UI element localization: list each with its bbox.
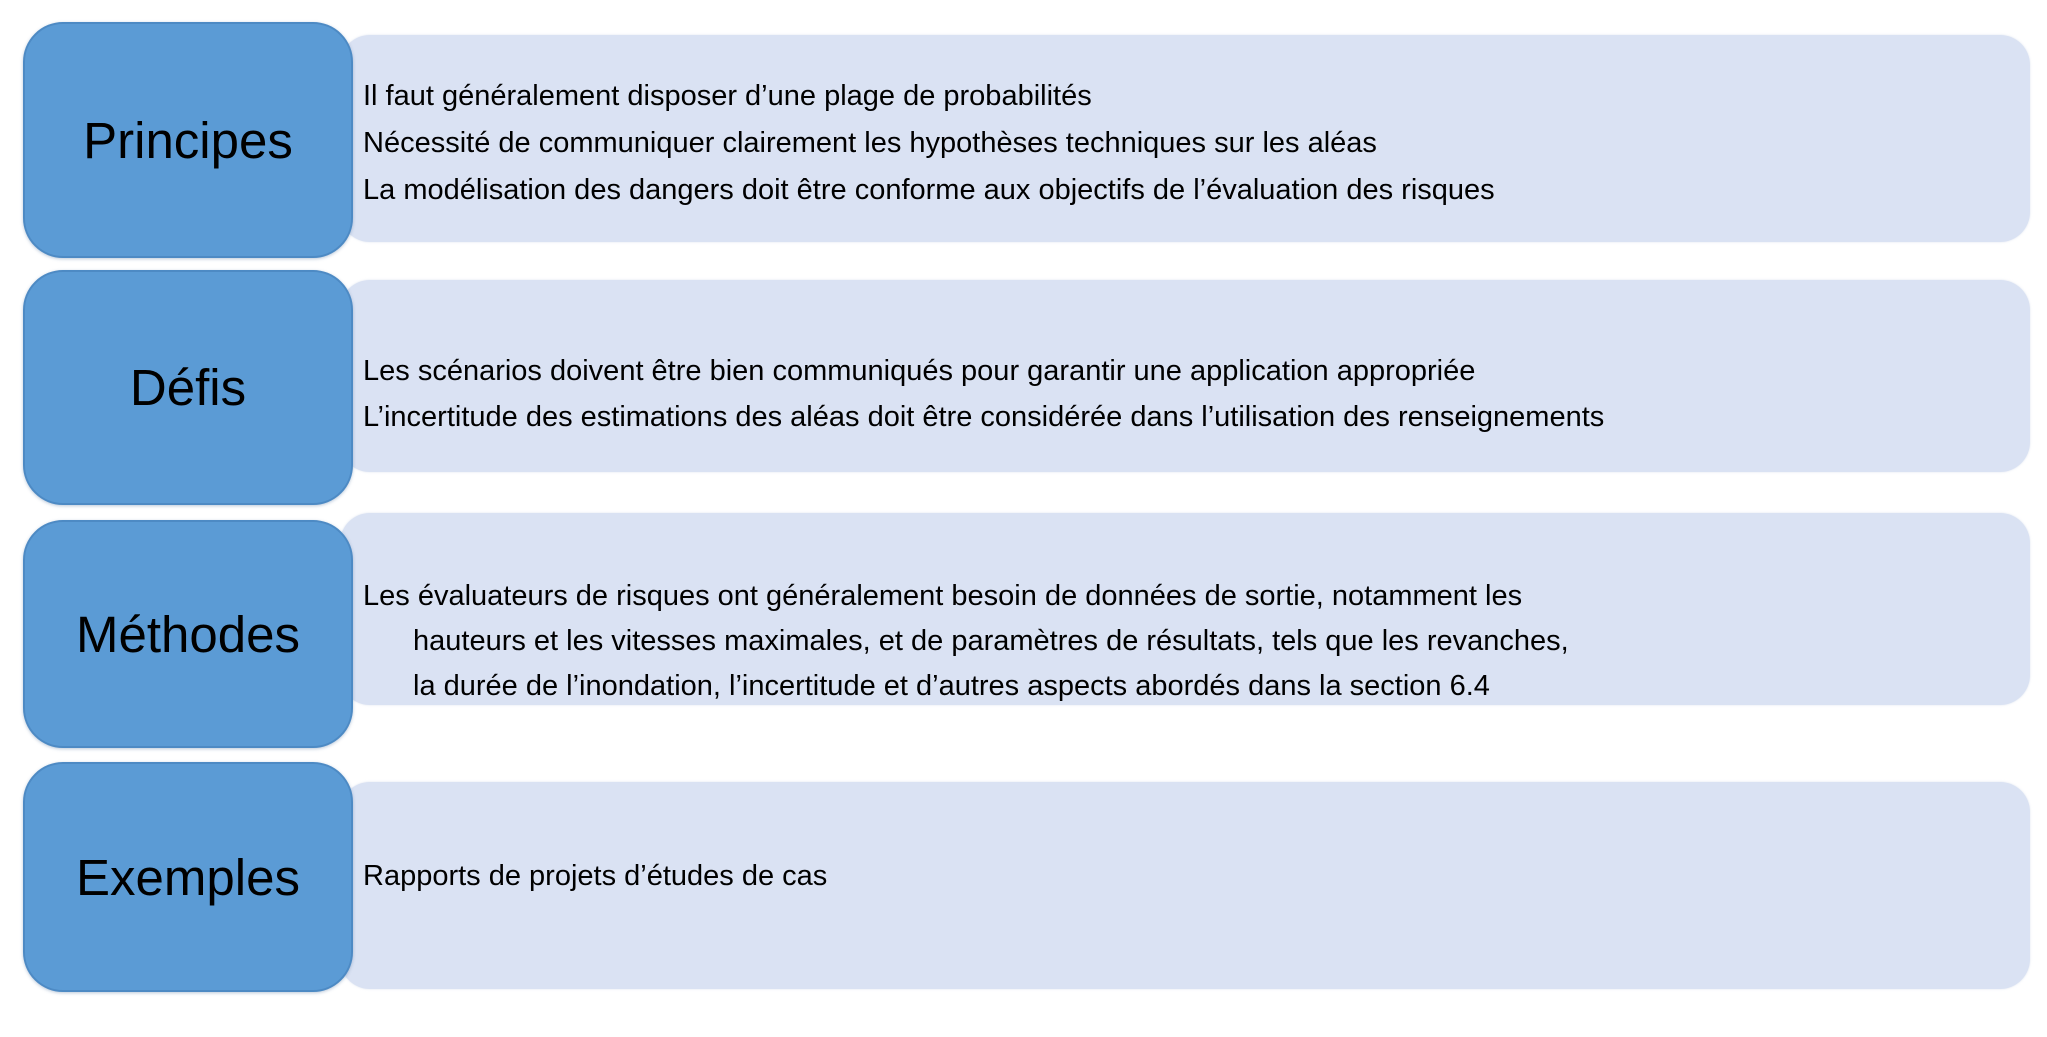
principes-label: Principes bbox=[83, 111, 293, 169]
principes-label-box bbox=[23, 22, 353, 258]
defis-line-1: Les scénarios doivent être bien communiqués pour garantir une application appropriée bbox=[363, 355, 1476, 387]
principes-line-3: La modélisation des dangers doit être conforme aux objectifs de l’évaluation des risques bbox=[363, 174, 1495, 206]
methodes-label: Méthodes bbox=[76, 605, 300, 663]
methodes-line-2: hauteurs et les vitesses maximales, et de paramètres de résultats, tels que les revanches, bbox=[413, 625, 1569, 657]
exemples-label: Exemples bbox=[76, 848, 300, 906]
exemples-label-box bbox=[23, 762, 353, 992]
principes-line-1: Il faut généralement disposer d’une plage de probabilités bbox=[363, 80, 1092, 112]
methodes-label-box bbox=[23, 520, 353, 748]
defis-line-2: L’incertitude des estimations des aléas doit être considérée dans l’utilisation des renseignements bbox=[363, 401, 1605, 433]
exemples-text bbox=[363, 853, 827, 900]
defis-label-box bbox=[23, 270, 353, 505]
methodes-line-1: Les évaluateurs de risques ont généralement besoin de données de sortie, notamment les bbox=[363, 580, 1523, 612]
defis-label: Défis bbox=[129, 359, 247, 416]
principes-text bbox=[363, 73, 1495, 214]
methodes-text bbox=[363, 574, 1569, 709]
principes-line-2: Nécessité de communiquer clairement les hypothèses techniques sur les aléas bbox=[363, 127, 1377, 159]
methodes-line-3: la durée de l’inondation, l’incertitude et d’autres aspects abordés dans la section 6.4 bbox=[413, 670, 1490, 702]
defis-text bbox=[363, 348, 1604, 440]
exemples-line-1: Rapports de projets d’études de cas bbox=[363, 860, 828, 892]
